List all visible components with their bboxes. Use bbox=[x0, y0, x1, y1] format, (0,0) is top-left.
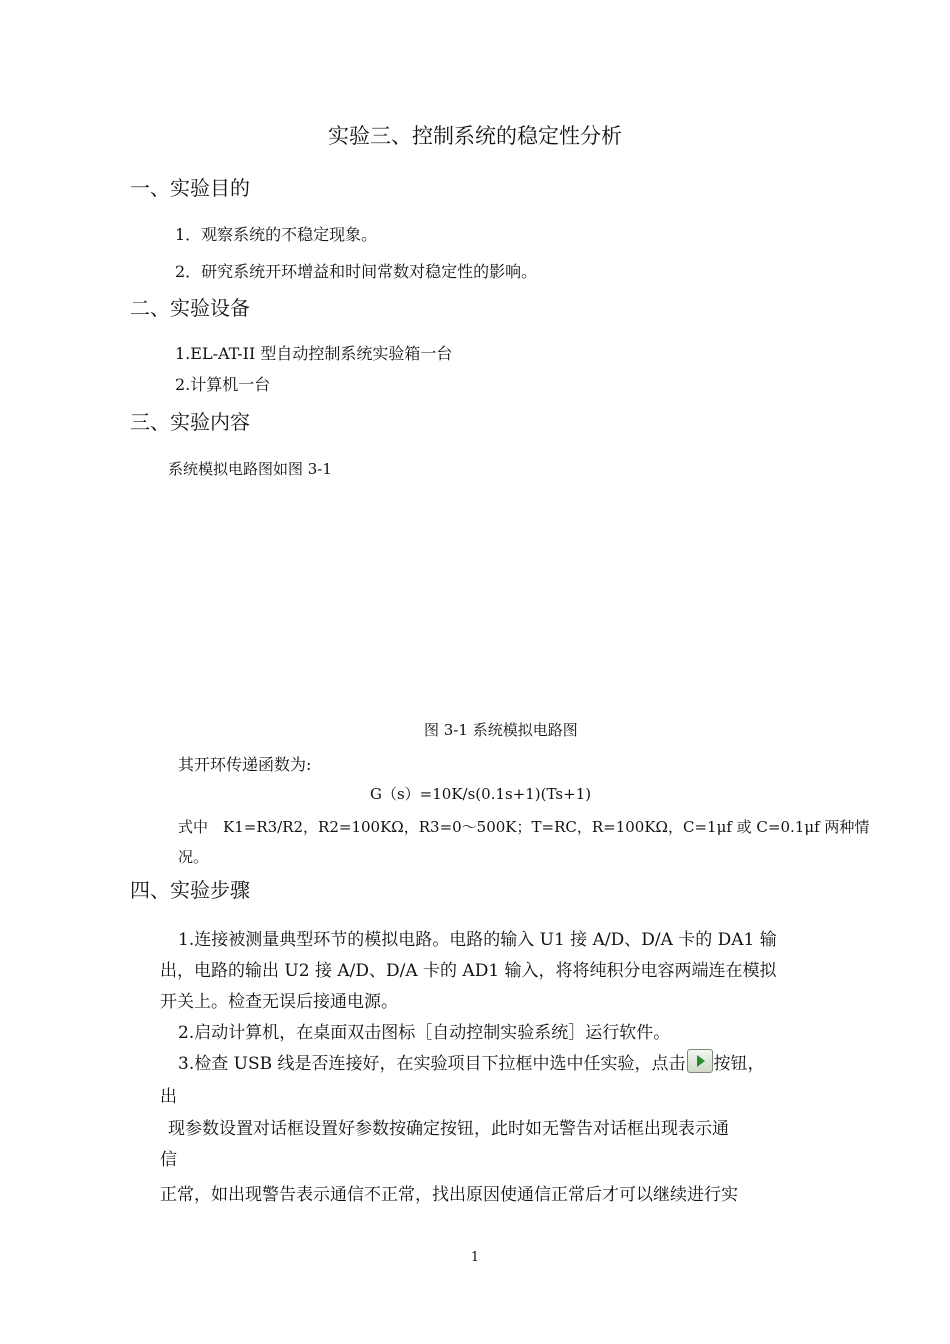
figure-caption: 图 3-1 系统模拟电路图 bbox=[424, 721, 578, 739]
step-3-line-3: 现参数设置对话框设置好参数按确定按钮，此时如无警告对话框出现表示通 bbox=[168, 1119, 729, 1139]
step-1-line-3: 开关上。检查无误后接通电源。 bbox=[160, 992, 398, 1012]
run-play-icon bbox=[687, 1049, 713, 1073]
section-heading-steps: 四、实验步骤 bbox=[130, 878, 250, 902]
step-3-text-before-icon: 3.检查 USB 线是否连接好，在实验项目下拉框中选中任实验，点击 bbox=[178, 1054, 686, 1074]
step-3-text-after-icon: 按钮， bbox=[713, 1054, 765, 1074]
parameter-definitions-line-2: 况。 bbox=[178, 848, 209, 866]
step-3-line-5: 正常，如出现警告表示通信不正常，找出原因使通信正常后才可以继续进行实 bbox=[160, 1185, 738, 1205]
objective-item-2: 2．研究系统开环增益和时间常数对稳定性的影响。 bbox=[175, 262, 538, 281]
step-2-text: 2.启动计算机，在桌面双击图标［自动控制实验系统］运行软件。 bbox=[178, 1023, 671, 1043]
step-3-line-4: 信 bbox=[160, 1150, 177, 1170]
step-3-line-1 bbox=[178, 1049, 765, 1074]
equipment-item-2: 2.计算机一台 bbox=[175, 375, 271, 394]
step-3-line-2: 出 bbox=[160, 1087, 177, 1107]
section-heading-equipment: 二、实验设备 bbox=[130, 296, 250, 320]
objective-item-1: 1．观察系统的不稳定现象。 bbox=[175, 225, 378, 244]
circuit-figure-placeholder bbox=[160, 490, 810, 705]
transfer-function-formula: G（s）=10K/s(0.1s+1)(Ts+1) bbox=[370, 785, 592, 803]
parameter-definitions-line-1: 式中 K1=R3/R2，R2=100KΩ，R3=0～500K；T=RC，R=100KΩ，C=1μf 或 C=0.1μf 两种情 bbox=[178, 818, 870, 836]
page-title: 实验三、控制系统的稳定性分析 bbox=[328, 124, 622, 148]
equipment-item-1: 1.EL-AT-II 型自动控制系统实验箱一台 bbox=[175, 344, 453, 363]
section-heading-objectives: 一、实验目的 bbox=[130, 176, 250, 200]
step-1-line-2: 出，电路的输出 U2 接 A/D、D/A 卡的 AD1 输入，将将纯积分电容两端连在模拟 bbox=[160, 961, 777, 981]
section-heading-content: 三、实验内容 bbox=[130, 410, 250, 434]
page-number: 1 bbox=[470, 1250, 480, 1265]
circuit-intro-text: 系统模拟电路图如图 3-1 bbox=[168, 460, 332, 478]
transfer-function-label: 其开环传递函数为: bbox=[178, 755, 312, 774]
step-1-line-1: 1.连接被测量典型环节的模拟电路。电路的输入 U1 接 A/D、D/A 卡的 DA1 输 bbox=[178, 930, 777, 950]
